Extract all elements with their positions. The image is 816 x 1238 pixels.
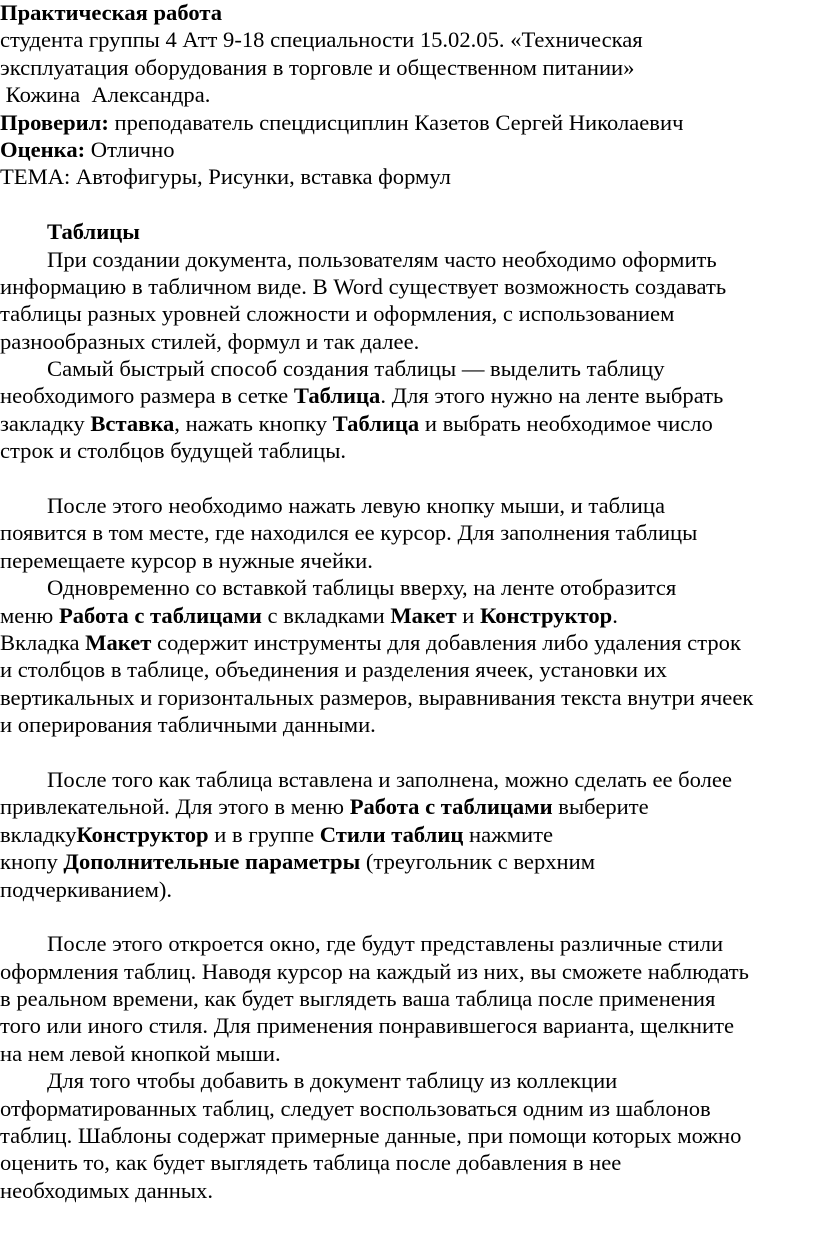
text-line: После того как таблица вставлена и заполнена, можно сделать ее более <box>47 766 732 792</box>
text-line: привлекательной. Для этого в меню Работа с таблицами выберите <box>0 794 649 820</box>
student-line-2: эксплуатация оборудования в торговле и общественном питании» <box>0 54 635 80</box>
section-heading: Таблицы <box>47 219 140 245</box>
paragraph-4 <box>0 574 816 738</box>
text-line: информацию в табличном виде. В Word существует возможность создавать <box>0 273 727 299</box>
spacer <box>0 903 816 930</box>
text-line: строк и столбцов будущей таблицы. <box>0 438 347 464</box>
checked-label: Проверил: <box>0 109 109 135</box>
text-line: перемещаете курсор в нужные ячейки. <box>0 547 373 573</box>
paragraph-2 <box>0 355 816 465</box>
text-line: После этого необходимо нажать левую кнопку мыши, и таблица <box>47 493 666 519</box>
text-line: закладку Вставка, нажать кнопку Таблица и выбрать необходимое число <box>0 410 713 436</box>
text-line: кнопу Дополнительные параметры (треугольник с верхним <box>0 849 596 875</box>
text-line: вкладкуКонструктор и в группе Стили таблиц нажмите <box>0 821 554 847</box>
student-name: Кожина Александра. <box>0 82 211 108</box>
text-line: на нем левой кнопкой мыши. <box>0 1040 281 1066</box>
text-line: После этого откроется окно, где будут представлены различные стили <box>47 931 724 957</box>
text-line: оформления таблиц. Наводя курсор на каждый из них, вы сможете наблюдать <box>0 958 749 984</box>
grade-label: Оценка: <box>0 136 86 162</box>
paragraph-6 <box>0 930 816 1067</box>
paragraph-7 <box>0 1067 816 1204</box>
paragraph-1 <box>0 246 816 356</box>
student-line-1: студента группы 4 Атт 9-18 специальности 15.02.05. «Техническая <box>0 27 643 53</box>
text-line: разнообразных стилей, формул и так далее. <box>0 328 420 354</box>
text-line: Для того чтобы добавить в документ таблицу из коллекции <box>47 1068 618 1094</box>
text-line: необходимого размера в сетке Таблица. Для этого нужно на ленте выбрать <box>0 383 724 409</box>
spacer <box>0 191 816 218</box>
text-line: вертикальных и горизонтальных размеров, выравнивания текста внутри ячеек <box>0 684 754 710</box>
topic: ТЕМА: Автофигуры, Рисунки, вставка формул <box>0 164 451 190</box>
paragraph-5 <box>0 766 816 903</box>
spacer <box>0 739 816 766</box>
text-line: и столбцов в таблице, объединения и разделения ячеек, установки их <box>0 657 667 683</box>
checked-by <box>0 109 816 136</box>
text-line: Самый быстрый способ создания таблицы — выделить таблицу <box>47 356 665 382</box>
text-line: подчеркиванием). <box>0 876 173 902</box>
text-line: При создании документа, пользователям часто необходимо оформить <box>47 246 717 272</box>
paragraph-3 <box>0 492 816 574</box>
text-line: меню Работа с таблицами с вкладками Макет и Конструктор. <box>0 602 618 628</box>
text-line: в реальном времени, как будет выглядеть ваша таблица после применения <box>0 986 716 1012</box>
text-line: того или иного стиля. Для применения понравившегося варианта, щелкните <box>0 1013 735 1039</box>
spacer <box>0 465 816 492</box>
text-line: оценить то, как будет выглядеть таблица после добавления в нее <box>0 1150 622 1176</box>
checked-value: преподаватель спецдисциплин Казетов Сергей Николаевич <box>108 109 684 135</box>
text-line: и оперирования табличными данными. <box>0 712 376 738</box>
text-line: Вкладка Макет содержит инструменты для добавления либо удаления строк <box>0 629 741 655</box>
grade <box>0 136 816 163</box>
text-line: таблицы разных уровней сложности и оформления, с использованием <box>0 301 675 327</box>
text-line: необходимых данных. <box>0 1177 213 1203</box>
text-line: Одновременно со вставкой таблицы вверху, на ленте отобразится <box>47 575 677 601</box>
text-line: появится в том месте, где находился ее курсор. Для заполнения таблицы <box>0 520 698 546</box>
text-line: таблиц. Шаблоны содержат примерные данные, при помощи которых можно <box>0 1123 742 1149</box>
grade-value: Отлично <box>85 136 175 162</box>
document-title: Практическая работа <box>0 0 223 25</box>
text-line: отформатированных таблиц, следует воспользоваться одним из шаблонов <box>0 1095 711 1121</box>
